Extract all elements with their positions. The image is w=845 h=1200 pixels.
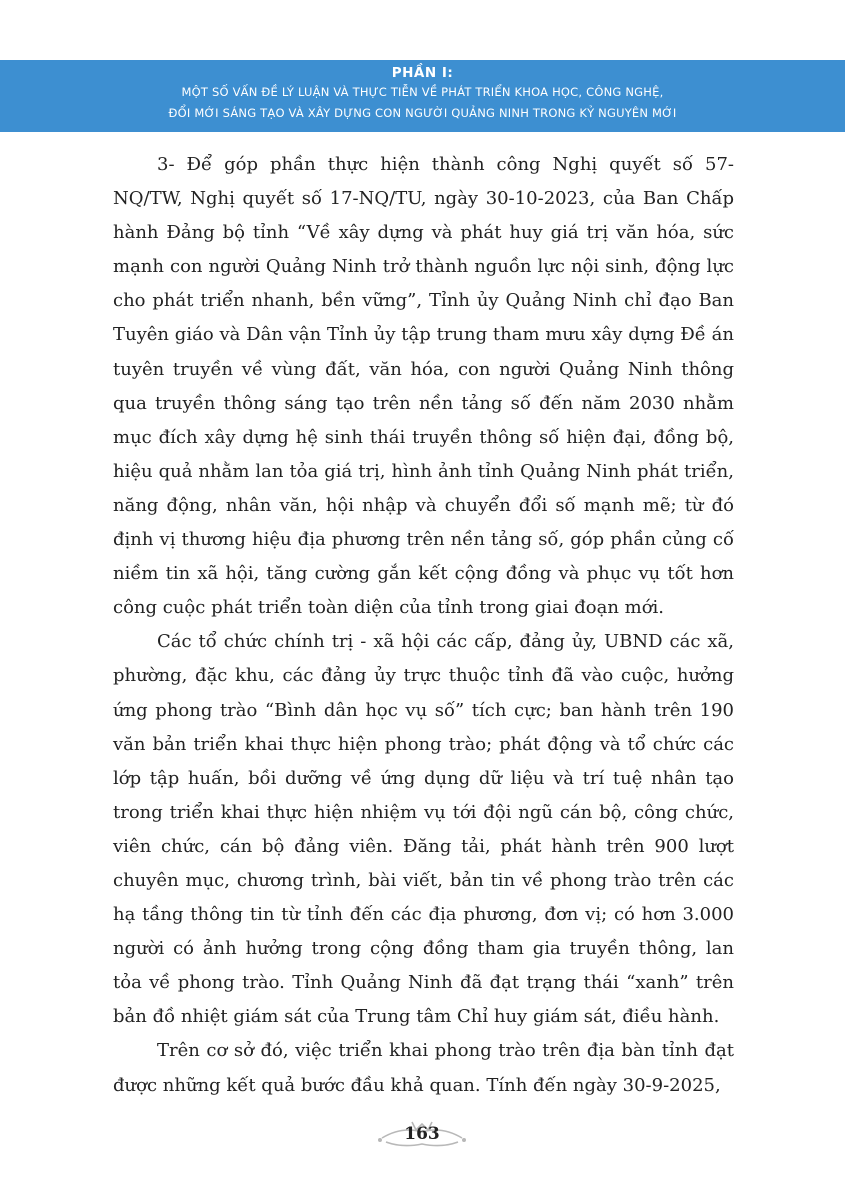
paragraph-2: Các tổ chức chính trị - xã hội các cấp, đảng ủy, UBND các xã, phường, đặc khu, các đảng ủy trực thuộc tỉnh đã vào cuộc, hưởng ứng phong trào “Bình dân học vụ số” tích cực; ban hành trên 190 văn bản triển khai thực hiện phong trào; phát động và tổ chức các lớp tập huấn, bồi dưỡng về ứng dụng dữ liệu và trí tuệ nhân tạo trong triển khai thực hiện nhiệm vụ tới đội ngũ cán bộ, công chức, viên chức, cán bộ đảng viên. Đăng tải, phát hành trên 900 lượt chuyên mục, chương trình, bài viết, bản tin về phong trào trên các hạ tầng thông tin từ tỉnh đến các địa phương, đơn vị; có hơn 3.000 người có ảnh hưởng trong cộng đồng tham gia truyền thông, lan tỏa về phong trào. Tỉnh Quảng Ninh đã đạt trạng thái “xanh” trên bản đồ nhiệt giám sát của Trung tâm Chỉ huy giám sát, điều hành. — [113, 631, 734, 1028]
part-label: PHẦN I: — [391, 65, 454, 81]
page-number: 163 — [404, 1124, 440, 1144]
paragraph-3: Trên cơ sở đó, việc triển khai phong trào trên địa bàn tỉnh đạt được những kết quả bước đầu khả quan. Tính đến ngày 30-9-2025, — [113, 1040, 734, 1096]
section-header-banner — [0, 60, 845, 132]
section-subtitle-line-2: ĐỔI MỚI SÁNG TẠO VÀ XÂY DỰNG CON NGƯỜI QUẢNG NINH TRONG KỶ NGUYÊN MỚI — [168, 106, 677, 120]
body-text — [113, 148, 734, 1103]
paragraph-1: 3- Để góp phần thực hiện thành công Nghị quyết số 57-NQ/TW, Nghị quyết số 17-NQ/TU, ngày 30-10-2023, của Ban Chấp hành Đảng bộ tỉnh “Về xây dựng và phát huy giá trị văn hóa, sức mạnh con người Quảng Ninh trở thành nguồn lực nội sinh, động lực cho phát triển nhanh, bền vững”, Tỉnh ủy Quảng Ninh chỉ đạo Ban Tuyên giáo và Dân vận Tỉnh ủy tập trung tham mưu xây dựng Đề án tuyên truyền về vùng đất, văn hóa, con người Quảng Ninh thông qua truyền thông sáng tạo trên nền tảng số đến năm 2030 nhằm mục đích xây dựng hệ sinh thái truyền thông số hiện đại, đồng bộ, hiệu quả nhằm lan tỏa giá trị, hình ảnh tỉnh Quảng Ninh phát triển, năng động, nhân văn, hội nhập và chuyển đổi số mạnh mẽ; từ đó định vị thương hiệu địa phương trên nền tảng số, góp phần củng cố niềm tin xã hội, tăng cường gắn kết cộng đồng và phục vụ tốt hơn công cuộc phát triển toàn diện của tỉnh trong giai đoạn mới. — [113, 154, 734, 619]
page-footer — [372, 1118, 472, 1154]
section-subtitle-line-1: MỘT SỐ VẤN ĐỀ LÝ LUẬN VÀ THỰC TIỄN VỀ PHÁT TRIỂN KHOA HỌC, CÔNG NGHỆ, — [181, 85, 664, 99]
